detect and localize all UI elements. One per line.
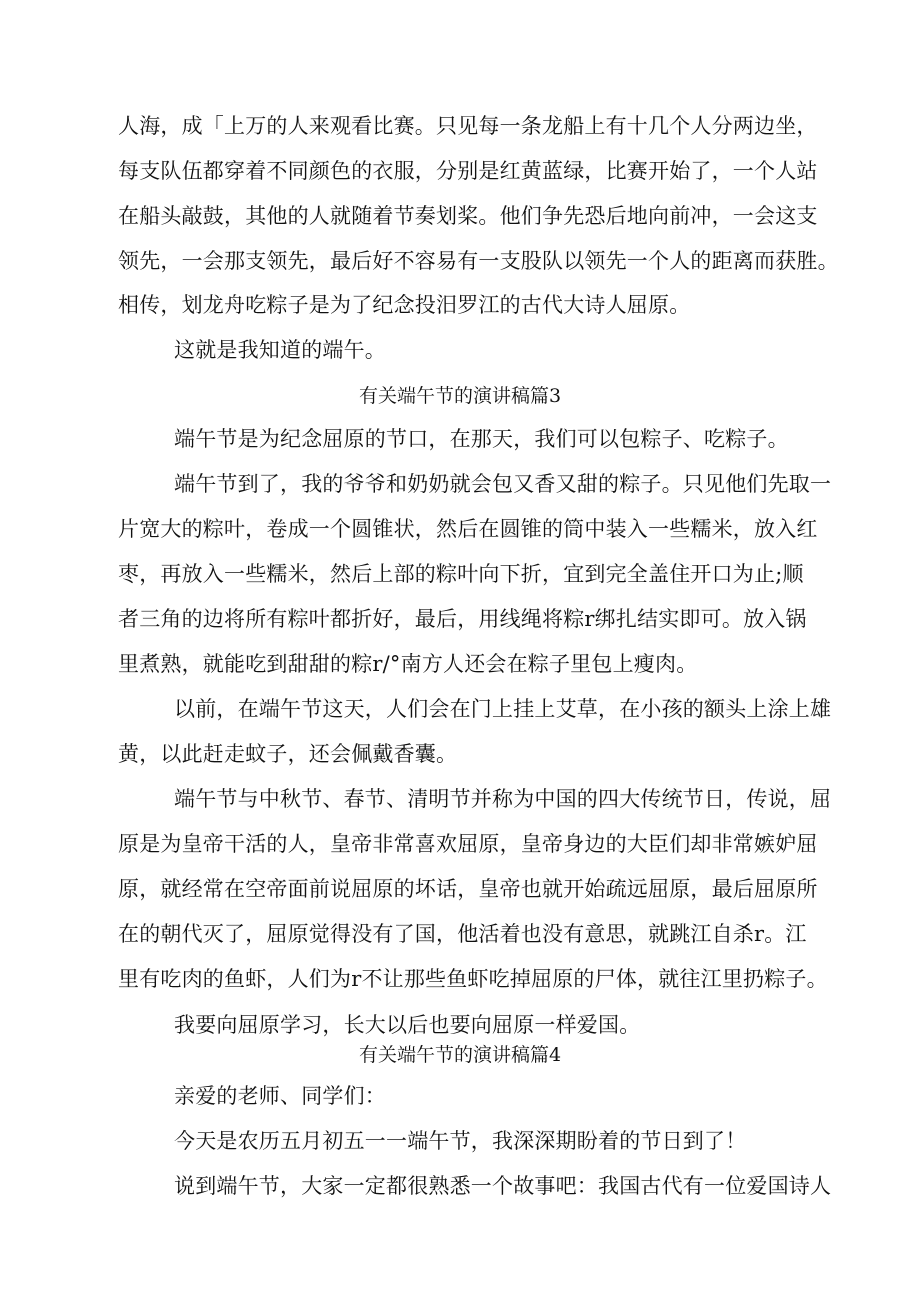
paragraph-line: 里有吃肉的鱼虾，人们为r不让那些鱼虾吃掉屈原的尸体，就往江里扔粽子。: [118, 967, 828, 991]
paragraph-line: 端午节与中秋节、春节、清明节并称为中国的四大传统节日，传说，屈: [174, 787, 832, 811]
paragraph-line: 端午节到了，我的爷爷和奶奶就会包又香又甜的粽子。只见他们先取一: [174, 472, 832, 496]
paragraph-line: 人海，成「上万的人来观看比赛。只见每一条龙船上有十几个人分两边坐，: [118, 114, 818, 138]
paragraph-line: 以前，在端午节这天，人们会在门上挂上艾草，在小孩的额头上涂上雄: [174, 697, 832, 721]
paragraph-line: 原，就经常在空帝面前说屈原的坏话，皇帝也就开始疏远屈原，最后屈原所: [118, 877, 818, 901]
paragraph-line: 亲爱的老师、同学们：: [174, 1084, 386, 1108]
section-heading: 有关端午节的演讲稿篇4: [358, 1044, 562, 1066]
paragraph-line: 我要向屈原学习，长大以后也要向屈原一样爱国。: [174, 1013, 641, 1037]
paragraph-line: 相传，划龙舟吃粽子是为了纪念投汨罗江的古代大诗人屈原。: [118, 293, 691, 317]
paragraph-line: 每支队伍都穿着不同颜色的衣服，分别是红黄蓝绿，比赛开始了，一个人站: [118, 159, 818, 183]
paragraph-line: 在的朝代灭了，屈原觉得没有了国，他活着也没有意思，就跳江自杀r。江: [118, 922, 807, 946]
paragraph-line: 端午节是为纪念屈原的节口，在那天，我们可以包粽子、吃粽子。: [174, 427, 789, 451]
paragraph-line: 这就是我知道的端午。: [174, 338, 386, 362]
paragraph-line: 枣，再放入一些糯米，然后上部的粽叶向下折，宜到完全盖住开口为止;顺: [118, 562, 804, 586]
section-heading: 有关端午节的演讲稿篇3: [358, 385, 562, 407]
paragraph-line: 原是为皇帝干活的人，皇帝非常喜欢屈原，皇帝身边的大臣们却非常嫉妒屈: [118, 832, 818, 856]
paragraph-line: 者三角的边将所有粽叶都折好，最后，用线绳将粽r绑扎结实即可。放入锅: [118, 607, 807, 631]
paragraph-line: 黄，以此赶走蚊子，还会佩戴香囊。: [118, 742, 458, 766]
paragraph-line: 在船头敲鼓，其他的人就随着节奏划桨。他们争先恐后地向前冲，一会这支: [118, 204, 818, 228]
paragraph-line: 领先，一会那支领先，最后好不容易有一支股队以领先一个人的距离而获胜。: [118, 249, 839, 273]
paragraph-line: 里煮熟，就能吃到甜甜的粽r/°南方人还会在粽子里包上瘦肉。: [118, 652, 698, 676]
paragraph-line: 今天是农历五月初五一一端午节，我深深期盼着的节日到了！: [174, 1129, 747, 1153]
paragraph-line: 说到端午节，大家一定都很熟悉一个故事吧：我国古代有一位爱国诗人: [174, 1174, 832, 1198]
paragraph-line: 片宽大的粽叶，卷成一个圆锥状，然后在圆锥的筒中装入一些糯米，放入红: [118, 517, 818, 541]
